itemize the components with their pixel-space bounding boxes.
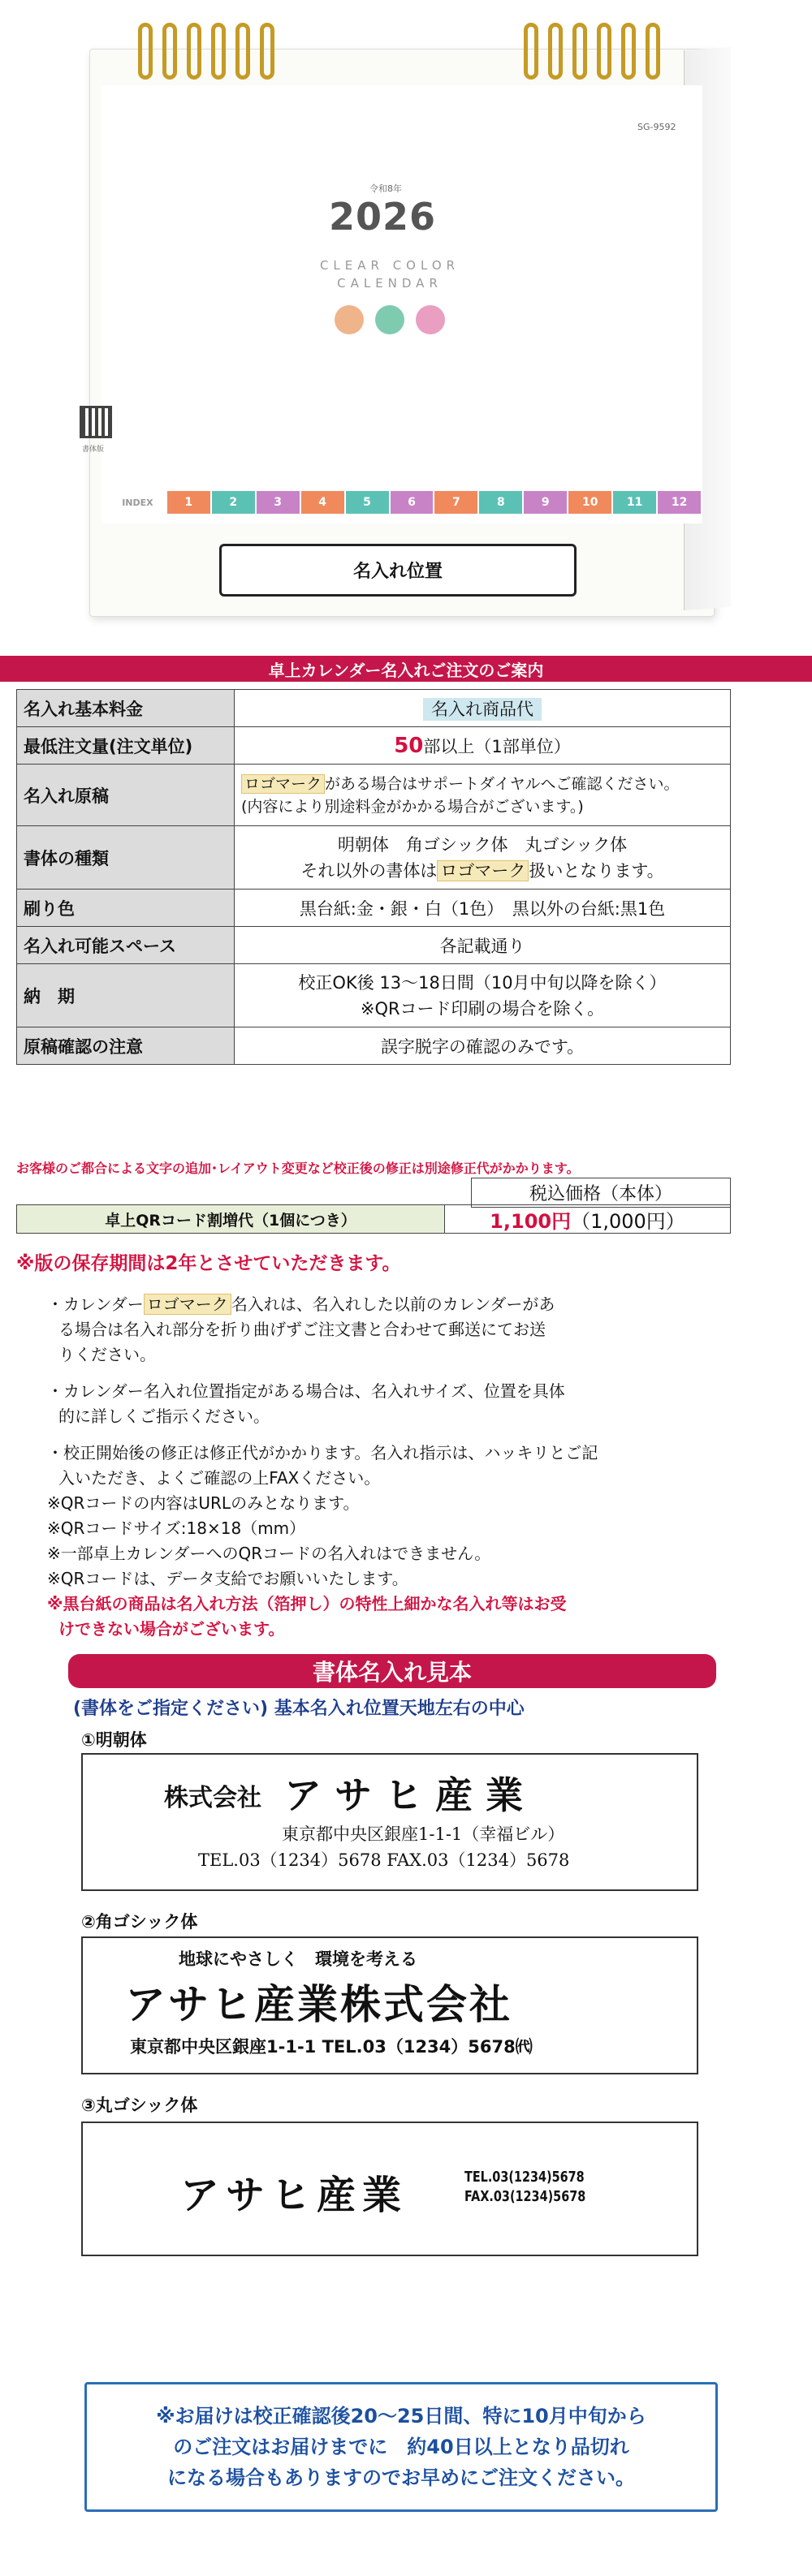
color-dot bbox=[375, 305, 404, 334]
sample-label-mincho: ①明朝体 bbox=[81, 1730, 147, 1750]
order-heading-bar: 卓上カレンダー名入れご注文のご案内 bbox=[0, 656, 812, 682]
tax-price-header: 税込価格（本体） bbox=[471, 1178, 731, 1208]
month-tab-4: 4 bbox=[301, 491, 346, 514]
sample-fax: FAX.03(1234)5678 bbox=[464, 2188, 586, 2205]
calendar-illustration bbox=[0, 0, 812, 641]
note-text: る場合は名入れ部分を折り曲げずご注文書と合わせて郵送にてお送 bbox=[58, 1320, 546, 1339]
row-text: 扱いとなります。 bbox=[529, 860, 664, 881]
table-row bbox=[17, 727, 731, 765]
qr-fee-price: 1,100円 bbox=[490, 1209, 572, 1233]
delivery-notice-line: ※お届けは校正確認後20～25日間、特に10月中旬から bbox=[156, 2405, 646, 2427]
calendar-title-1: CLEAR COLOR bbox=[319, 258, 460, 273]
note-item: ※QRコードの内容はURLのみとなります。 bbox=[47, 1493, 360, 1513]
sample-label-kakugothic: ②角ゴシック体 bbox=[81, 1912, 198, 1932]
row-label: 書体の種類 bbox=[17, 826, 235, 890]
table-row bbox=[17, 765, 731, 826]
row-value bbox=[235, 727, 731, 765]
calendar-year: 2026 bbox=[329, 195, 437, 239]
binding-ring bbox=[548, 23, 563, 80]
sample-company-name: アサヒ産業株式会社 bbox=[125, 1981, 512, 2028]
month-tab-2: 2 bbox=[212, 491, 257, 514]
row-label: 最低注文量(注文単位) bbox=[17, 727, 235, 765]
row-text: がある場合はサポートダイヤルへご確認ください。 bbox=[325, 774, 680, 793]
sample-label-marugothic: ③丸ゴシック体 bbox=[81, 2096, 198, 2115]
calendar-title-2: CALENDAR bbox=[337, 276, 443, 291]
binding-ring bbox=[211, 23, 226, 80]
month-index-bar bbox=[110, 491, 702, 514]
month-tab-12: 12 bbox=[658, 491, 702, 514]
highlight-text: 名入れ商品代 bbox=[423, 698, 542, 721]
row-value bbox=[235, 826, 731, 890]
delivery-notice-line: のご注文はお届けまでに 約40日以上となり品切れ bbox=[173, 2436, 629, 2458]
name-position-box: 名入れ位置 bbox=[219, 544, 577, 597]
sample-tagline: 地球にやさしく 環境を考える bbox=[179, 1949, 417, 1969]
row-label: 納 期 bbox=[17, 964, 235, 1027]
month-tab-9: 9 bbox=[524, 491, 568, 514]
delivery-notice-line: になる場合もありますのでお早めにご注文ください。 bbox=[167, 2466, 635, 2489]
qr-fee-row bbox=[16, 1204, 731, 1234]
month-tab-1: 1 bbox=[167, 491, 212, 514]
row-text: 校正OK後 13～18日間（10月中旬以降を除く） bbox=[298, 972, 667, 993]
logo-mark-tag: ロゴマーク bbox=[144, 1294, 231, 1315]
row-text: 明朝体 角ゴシック体 丸ゴシック体 bbox=[337, 834, 628, 855]
binding-ring bbox=[524, 23, 538, 80]
sample-company-name: ア サ ヒ 産 業 bbox=[284, 1773, 524, 1817]
row-label: 原稿確認の注意 bbox=[17, 1027, 235, 1065]
revision-fee-notice: お客様のご都合による文字の追加･レイアウト変更など校正後の修正は別途修正代がかかります。 bbox=[16, 1161, 580, 1176]
sample-company-prefix: 株式会社 bbox=[164, 1784, 261, 1812]
binding-ring bbox=[646, 23, 660, 80]
month-tab-3: 3 bbox=[257, 491, 301, 514]
sample-tel: TEL.03（1234）5678 FAX.03（1234）5678 bbox=[198, 1850, 570, 1870]
binding-ring bbox=[621, 23, 636, 80]
binding-ring bbox=[572, 23, 587, 80]
note-text: りください。 bbox=[58, 1345, 156, 1364]
note-text: ・校正開始後の修正は修正代がかかります。名入れ指示は、ハッキリとご記 bbox=[47, 1443, 598, 1462]
sample-address: 東京都中央区銀座1-1-1 TEL.03（1234）5678㈹ bbox=[130, 2037, 533, 2057]
min-qty-text: 部以上（1部単位） bbox=[423, 736, 571, 756]
qr-code-icon bbox=[80, 406, 112, 438]
month-tab-11: 11 bbox=[613, 491, 658, 514]
sample-box-mincho bbox=[81, 1753, 698, 1891]
order-table bbox=[16, 689, 731, 1065]
color-dot bbox=[335, 305, 364, 334]
row-value: 各記載通り bbox=[235, 927, 731, 964]
note-item bbox=[47, 1292, 729, 1368]
binding-ring bbox=[162, 23, 177, 80]
binding-ring bbox=[187, 23, 201, 80]
month-tab-8: 8 bbox=[479, 491, 524, 514]
note-text: ・カレンダー名入れ位置指定がある場合は、名入れサイズ、位置を具体 bbox=[47, 1381, 565, 1401]
note-item-red: けできない場合がございます。 bbox=[58, 1619, 285, 1639]
color-dot bbox=[416, 305, 445, 334]
table-row bbox=[17, 964, 731, 1027]
qr-fee-base: （1,000円） bbox=[571, 1209, 685, 1233]
note-text: 的に詳しくご指示ください。 bbox=[58, 1406, 270, 1426]
note-item: ※QRコードサイズ:18×18（mm） bbox=[47, 1518, 306, 1538]
row-value bbox=[235, 690, 731, 727]
row-label: 名入れ可能スペース bbox=[17, 927, 235, 964]
font-sample-heading: 書体名入れ見本 bbox=[68, 1654, 716, 1688]
calendar-face bbox=[102, 85, 702, 523]
note-item bbox=[47, 1379, 729, 1429]
row-label: 刷り色 bbox=[17, 890, 235, 927]
note-item: ※一部卓上カレンダーへのQRコードの名入れはできません。 bbox=[47, 1544, 491, 1563]
month-tab-5: 5 bbox=[346, 491, 391, 514]
plate-retention-note: ※版の保存期間は2年とさせていただきます。 bbox=[16, 1253, 401, 1274]
note-item bbox=[47, 1441, 729, 1491]
sample-company-name: アサヒ産業 bbox=[180, 2173, 408, 2218]
logo-mark-tag: ロゴマーク bbox=[241, 774, 325, 794]
table-row bbox=[17, 927, 731, 964]
table-row bbox=[17, 1027, 731, 1065]
delivery-notice-box bbox=[84, 2382, 718, 2512]
row-value bbox=[235, 765, 731, 826]
sample-box-marugothic bbox=[81, 2122, 698, 2256]
index-label: INDEX bbox=[110, 491, 167, 514]
min-qty-number: 50 bbox=[394, 733, 424, 758]
note-text: ・カレンダー bbox=[47, 1294, 144, 1314]
row-text: ※QRコード印刷の場合を除く。 bbox=[360, 998, 605, 1019]
qr-fee-label: 卓上QRコード割増代（1個につき） bbox=[16, 1204, 445, 1234]
era-year: 令和8年 bbox=[369, 183, 402, 194]
month-tab-7: 7 bbox=[434, 491, 479, 514]
note-item-red: ※黒台紙の商品は名入れ方法（箔押し）の特性上細かな名入れ等はお受 bbox=[47, 1594, 567, 1613]
month-tab-6: 6 bbox=[391, 491, 435, 514]
month-tab-10: 10 bbox=[568, 491, 613, 514]
qr-fee-value bbox=[445, 1204, 731, 1234]
row-text: (内容により別途料金がかかる場合がございます。) bbox=[241, 797, 584, 816]
font-sample-subtitle: (書体をご指定ください) 基本名入れ位置天地左右の中心 bbox=[73, 1699, 525, 1719]
notes-list bbox=[47, 1292, 729, 1642]
note-text: 名入れは、名入れした以前のカレンダーがあ bbox=[231, 1294, 555, 1314]
row-value: 誤字脱字の確認のみです。 bbox=[235, 1027, 731, 1065]
product-code: SG-9592 bbox=[637, 122, 676, 132]
sample-box-kakugothic bbox=[81, 1936, 698, 2074]
row-text: それ以外の書体は bbox=[300, 860, 438, 881]
binding-ring bbox=[260, 23, 274, 80]
row-label: 名入れ原稿 bbox=[17, 765, 235, 826]
sample-tel: TEL.03(1234)5678 bbox=[464, 2169, 585, 2186]
row-value: 黒台紙:金・銀・白（1色） 黒以外の台紙:黒1色 bbox=[235, 890, 731, 927]
binding-ring bbox=[597, 23, 611, 80]
binding-ring bbox=[138, 23, 153, 80]
table-row bbox=[17, 890, 731, 927]
binding-ring bbox=[235, 23, 250, 80]
table-row bbox=[17, 826, 731, 890]
note-item: ※QRコードは、データ支給でお願いいたします。 bbox=[47, 1569, 408, 1588]
row-value bbox=[235, 964, 731, 1027]
logo-mark-tag: ロゴマーク bbox=[437, 860, 529, 881]
table-row bbox=[17, 690, 731, 727]
sample-address: 東京都中央区銀座1-1-1（幸福ビル） bbox=[282, 1824, 565, 1844]
note-text: 入いただき、よくご確認の上FAXください。 bbox=[58, 1468, 381, 1488]
qr-caption: 書体版 bbox=[82, 446, 105, 454]
row-label: 名入れ基本料金 bbox=[17, 690, 235, 727]
